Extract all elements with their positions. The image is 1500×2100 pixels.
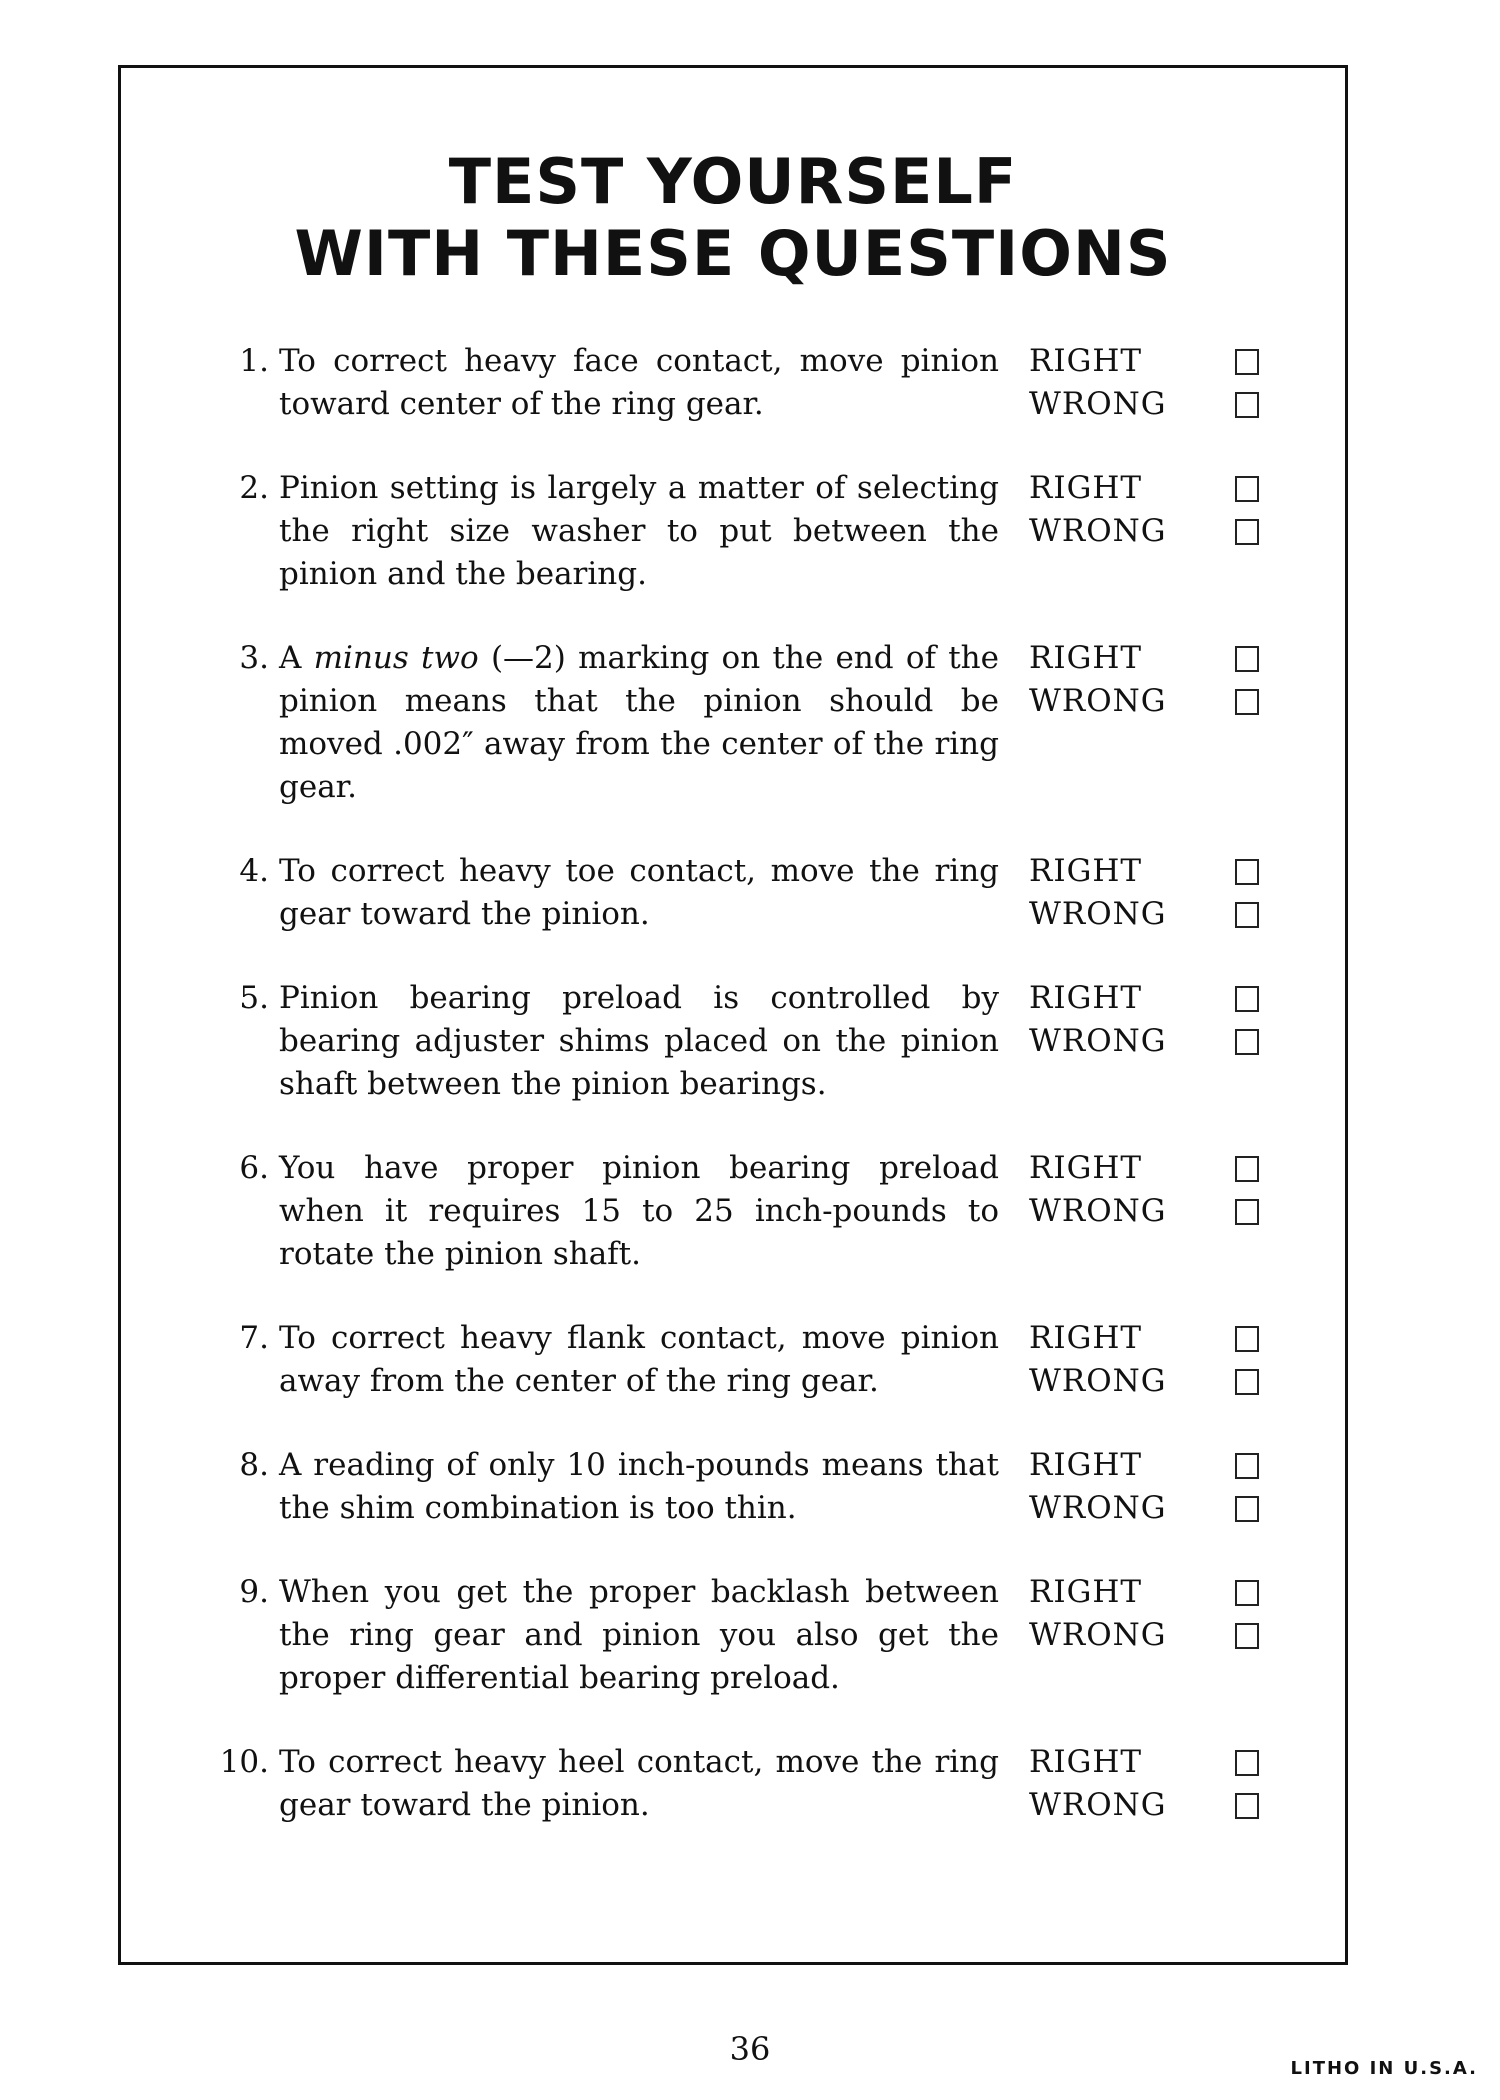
- wrong-checkbox[interactable]: [1235, 519, 1259, 545]
- choice-right: [1029, 1444, 1259, 1487]
- answer-choices: [1029, 340, 1259, 426]
- wrong-label: WRONG: [1029, 1363, 1167, 1399]
- choice-wrong: [1029, 383, 1259, 426]
- wrong-label: WRONG: [1029, 1787, 1167, 1823]
- question-number: 2.: [239, 470, 269, 506]
- right-checkbox[interactable]: [1235, 1156, 1259, 1182]
- wrong-checkbox[interactable]: [1235, 1369, 1259, 1395]
- question-number: 9.: [239, 1574, 269, 1610]
- question-number: 10.: [219, 1744, 269, 1780]
- choice-right: [1029, 637, 1259, 680]
- question-text: When you get the proper backlash between the ring gear and pinion you also get the proper differential bearing preload.: [279, 1574, 999, 1696]
- right-checkbox[interactable]: [1235, 1750, 1259, 1776]
- title-line-2: WITH THESE QUESTIONS: [294, 217, 1172, 290]
- choice-wrong: [1029, 1614, 1259, 1657]
- right-checkbox[interactable]: [1235, 646, 1259, 672]
- wrong-label: WRONG: [1029, 683, 1167, 719]
- right-label: RIGHT: [1029, 853, 1143, 889]
- right-checkbox[interactable]: [1235, 1326, 1259, 1352]
- wrong-checkbox[interactable]: [1235, 1623, 1259, 1649]
- choice-wrong: [1029, 1190, 1259, 1233]
- choice-right: [1029, 977, 1259, 1020]
- choice-wrong: [1029, 510, 1259, 553]
- choice-wrong: [1029, 1360, 1259, 1403]
- question-5: [211, 977, 1271, 1106]
- question-4: [211, 850, 1271, 936]
- wrong-label: WRONG: [1029, 513, 1167, 549]
- page-number: 36: [729, 2030, 771, 2068]
- answer-choices: [1029, 1741, 1259, 1827]
- question-8: [211, 1444, 1271, 1530]
- question-text: Pinion setting is largely a matter of selecting the right size washer to put between the pinion and the bearing.: [279, 470, 999, 592]
- choice-wrong: [1029, 1487, 1259, 1530]
- wrong-checkbox[interactable]: [1235, 902, 1259, 928]
- question-7: [211, 1317, 1271, 1403]
- question-3: [211, 637, 1271, 809]
- answer-choices: [1029, 637, 1259, 723]
- choice-right: [1029, 340, 1259, 383]
- question-text: To correct heavy toe contact, move the ring gear toward the pinion.: [279, 853, 999, 932]
- answer-choices: [1029, 1571, 1259, 1657]
- wrong-checkbox[interactable]: [1235, 1029, 1259, 1055]
- question-number: 7.: [239, 1320, 269, 1356]
- wrong-checkbox[interactable]: [1235, 1496, 1259, 1522]
- right-checkbox[interactable]: [1235, 986, 1259, 1012]
- question-text: To correct heavy flank contact, move pinion away from the center of the ring gear.: [279, 1320, 999, 1399]
- wrong-label: WRONG: [1029, 1193, 1167, 1229]
- choice-right: [1029, 1571, 1259, 1614]
- choice-right: [1029, 1317, 1259, 1360]
- question-number: 6.: [239, 1150, 269, 1186]
- choice-wrong: [1029, 893, 1259, 936]
- answer-choices: [1029, 1444, 1259, 1530]
- wrong-label: WRONG: [1029, 1617, 1167, 1653]
- question-text: To correct heavy heel contact, move the ring gear toward the pinion.: [279, 1744, 999, 1823]
- question-text: To correct heavy face contact, move pinion toward center of the ring gear.: [279, 343, 999, 422]
- right-checkbox[interactable]: [1235, 1453, 1259, 1479]
- wrong-checkbox[interactable]: [1235, 1793, 1259, 1819]
- question-text: You have proper pinion bearing preload when it requires 15 to 25 inch-pounds to rotate the pinion shaft.: [279, 1150, 999, 1272]
- right-label: RIGHT: [1029, 1150, 1143, 1186]
- wrong-label: WRONG: [1029, 896, 1167, 932]
- choice-right: [1029, 1147, 1259, 1190]
- right-label: RIGHT: [1029, 343, 1143, 379]
- question-10: [211, 1741, 1271, 1827]
- answer-choices: [1029, 1147, 1259, 1233]
- choice-right: [1029, 1741, 1259, 1784]
- question-number: 8.: [239, 1447, 269, 1483]
- question-text: A reading of only 10 inch-pounds means that the shim combination is too thin.: [279, 1447, 999, 1526]
- right-label: RIGHT: [1029, 1574, 1143, 1610]
- answer-choices: [1029, 467, 1259, 553]
- wrong-checkbox[interactable]: [1235, 1199, 1259, 1225]
- question-text: [279, 637, 999, 809]
- question-number: 3.: [239, 640, 269, 676]
- answer-choices: [1029, 850, 1259, 936]
- question-text-italic: minus two: [313, 640, 479, 676]
- answer-choices: [1029, 1317, 1259, 1403]
- question-number: 5.: [239, 980, 269, 1016]
- wrong-checkbox[interactable]: [1235, 689, 1259, 715]
- wrong-label: WRONG: [1029, 1490, 1167, 1526]
- right-label: RIGHT: [1029, 1447, 1143, 1483]
- question-text: Pinion bearing preload is controlled by bearing adjuster shims placed on the pinion shaft between the pinion bearings.: [279, 980, 999, 1102]
- wrong-checkbox[interactable]: [1235, 392, 1259, 418]
- question-number: 1.: [239, 343, 269, 379]
- question-number: 4.: [239, 853, 269, 889]
- choice-wrong: [1029, 1784, 1259, 1827]
- wrong-label: WRONG: [1029, 386, 1167, 422]
- question-text-end: (—2) marking on the end of the pinion means that the pinion should be moved .002″ away from the center of the ring gear.: [279, 640, 999, 805]
- question-2: [211, 467, 1271, 596]
- answer-choices: [1029, 977, 1259, 1063]
- choice-right: [1029, 467, 1259, 510]
- choice-right: [1029, 850, 1259, 893]
- right-checkbox[interactable]: [1235, 1580, 1259, 1606]
- right-checkbox[interactable]: [1235, 859, 1259, 885]
- right-label: RIGHT: [1029, 1744, 1143, 1780]
- right-label: RIGHT: [1029, 1320, 1143, 1356]
- litho-imprint: LITHO IN U.S.A.: [1290, 2058, 1478, 2079]
- page-frame: [118, 65, 1348, 1965]
- right-checkbox[interactable]: [1235, 476, 1259, 502]
- question-9: [211, 1571, 1271, 1700]
- question-text-start: A: [279, 640, 314, 676]
- page-title: [121, 146, 1345, 290]
- right-label: RIGHT: [1029, 470, 1143, 506]
- choice-wrong: [1029, 1020, 1259, 1063]
- choice-wrong: [1029, 680, 1259, 723]
- question-list: [211, 340, 1271, 1868]
- title-line-1: TEST YOURSELF: [448, 145, 1018, 218]
- right-label: RIGHT: [1029, 980, 1143, 1016]
- question-1: [211, 340, 1271, 426]
- right-label: RIGHT: [1029, 640, 1143, 676]
- wrong-label: WRONG: [1029, 1023, 1167, 1059]
- right-checkbox[interactable]: [1235, 349, 1259, 375]
- question-6: [211, 1147, 1271, 1276]
